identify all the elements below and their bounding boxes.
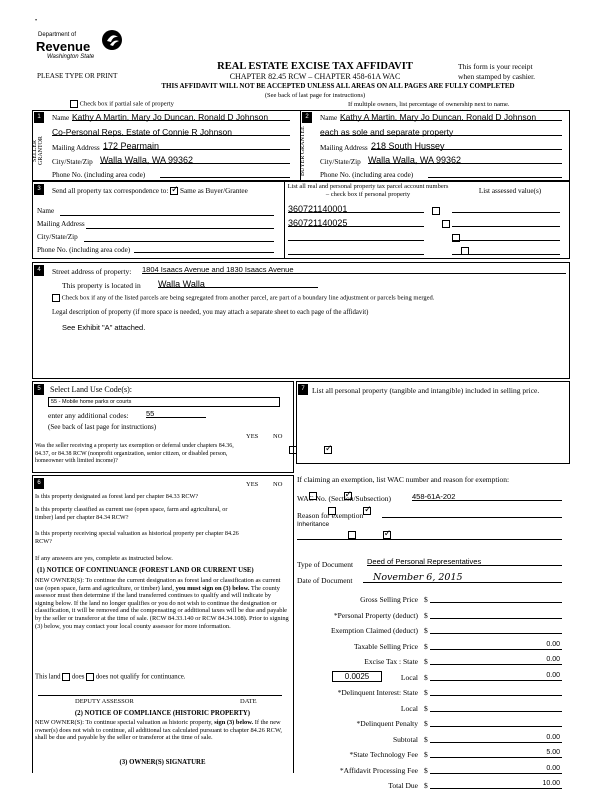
street-field[interactable]: 1804 Isaacs Avenue and 1830 Isaacs Avenue [142, 265, 566, 274]
deputy-label: DEPUTY ASSESSOR [75, 698, 134, 705]
please-type: PLEASE TYPE OR PRINT [37, 72, 118, 80]
tax-row-label: *Personal Property (deduct) [333, 610, 418, 620]
tax-row-label: Excise Tax : State [364, 657, 418, 666]
s3-city-label: City/State/Zip [37, 233, 78, 241]
tax-row [296, 748, 566, 760]
state-line: Washington State [47, 54, 95, 60]
seller-name-field[interactable]: Kathy A Martin, Mary Jo Duncan, Ronald D Johnson [72, 112, 290, 121]
tax-row-amount[interactable]: 0.00 [430, 765, 562, 774]
section-7-number: 7 [298, 384, 308, 395]
section-3-number: 3 [34, 184, 44, 195]
street-label: Street address of property: [52, 267, 132, 276]
tick-mark: • [35, 18, 38, 24]
dollar-sign: $ [424, 734, 428, 744]
reason-line-1[interactable] [382, 509, 562, 518]
s6-yes-header: YES [246, 481, 259, 488]
doc-date-field[interactable]: November 6, 2015 [363, 572, 562, 583]
form-subtitle: CHAPTER 82.45 RCW – CHAPTER 458-61A WAC [229, 72, 401, 81]
tax-row-amount[interactable] [430, 610, 562, 619]
logo-word: Revenue [36, 39, 91, 54]
s6-no-header: NO [273, 481, 283, 488]
exemption-label: If claiming an exemption, list WAC number and reason for exemption: [297, 475, 510, 484]
seller-name-line2[interactable]: Co-Personal Reps. Estate of Connie R Johnson [52, 127, 290, 136]
tax-row-amount[interactable]: 0.00 [430, 641, 562, 650]
section-1-number: 1 [34, 112, 44, 123]
land-use-select[interactable]: 55 - Mobile home parks or courts [48, 397, 280, 407]
tax-row-label: Gross Selling Price [360, 595, 418, 604]
tax-row [296, 702, 566, 714]
send-correspondence-label: Send all property tax correspondence to: [52, 187, 169, 195]
s3-phone-label: Phone No. (including area code) [37, 246, 131, 254]
assessed-4[interactable] [452, 246, 560, 255]
s5-question: Was the seller receiving a property tax exemption or deferral under chapters 84.36, 84.37, or 84.38 RCW (nonprofit organization, senior citizen, or disabled person, homeowner with limited income)? [35, 443, 234, 464]
s3-city-field[interactable] [84, 233, 274, 242]
personal-property-text: List all personal property (tangible and intangible) included in selling price. [312, 386, 540, 395]
exhibit-text: See Exhibit "A" attached. [62, 323, 146, 332]
tax-row [296, 655, 566, 667]
dollar-sign: $ [424, 641, 428, 651]
notice1-title: (1) NOTICE OF CONTINUANCE (FOREST LAND OR CURRENT USE) [37, 567, 254, 574]
parcel-3[interactable] [288, 232, 424, 241]
section-5-number: 5 [34, 384, 44, 395]
tax-row-label: Local [400, 703, 418, 713]
doc-type-field[interactable]: Deed of Personal Representatives [367, 557, 562, 566]
s6-q2: Is this property classified as current use (open space, farm and agricultural, or timber) land per chapter 84.34 RCW? [35, 506, 228, 521]
same-as-buyer-checkbox[interactable] [170, 187, 178, 195]
multiple-owners-note: If multiple owners, list percentage of ownership next to name. [348, 101, 510, 108]
tax-row-amount[interactable]: 10.00 [430, 780, 562, 789]
send-correspondence-row [52, 187, 248, 195]
notice2-text-b: sign (3) below. [214, 719, 254, 726]
tax-row-amount[interactable] [430, 625, 562, 634]
segregated-row [52, 294, 434, 302]
wac-label: WAC No. (Section/Subsection) [297, 494, 391, 503]
dept-line: Department of [38, 32, 77, 38]
dollar-sign: $ [424, 626, 428, 635]
form-warning: THIS AFFIDAVIT WILL NOT BE ACCEPTED UNLESS ALL AREAS ON ALL PAGES ARE FULLY COMPLETED [161, 82, 515, 90]
section-6-number: 6 [34, 478, 44, 489]
notice2-text-a: NEW OWNER(S): To continue special valuation as historic property, [35, 719, 213, 726]
buyer-name-label: Name [320, 114, 338, 122]
does-checkbox[interactable] [62, 673, 70, 681]
s3-name-field[interactable] [60, 207, 274, 216]
s5-no-header: NO [273, 433, 283, 440]
tax-row-amount[interactable]: 0.00 [430, 656, 562, 665]
s5-yes-header: YES [246, 433, 259, 440]
receipt-note-2: when stamped by cashier. [458, 72, 536, 81]
partial-sale-row [70, 100, 174, 108]
reason-label: Reason for exemption [297, 511, 364, 520]
s5-see-back: (See back of last page for instructions) [48, 423, 157, 431]
seller-mailing-field[interactable]: 172 Pearmain [103, 141, 290, 150]
dollar-sign: $ [424, 703, 428, 713]
section-3-divider [284, 181, 285, 259]
notice2-body [35, 719, 290, 742]
see-back-top: (See back of last page for instructions) [264, 92, 366, 99]
s6-q2-no-checkbox[interactable] [363, 507, 371, 515]
tax-row [296, 717, 566, 729]
s6-q1: Is this property designated as forest land per chapter 84.33 RCW? [35, 493, 199, 500]
parcel-header: List all real and personal property tax parcel account numbers – check box if personal property [287, 183, 449, 198]
assessed-2[interactable] [452, 218, 560, 227]
tax-row [296, 686, 566, 698]
deputy-date-label: DATE [240, 698, 257, 705]
additional-codes-field[interactable]: 55 [146, 409, 206, 418]
segregated-checkbox[interactable] [52, 294, 60, 302]
buyer-mailing-label: Mailing Address [320, 144, 368, 152]
assessed-3[interactable] [452, 232, 560, 241]
form-title: REAL ESTATE EXCISE TAX AFFIDAVIT [217, 61, 413, 72]
doc-date-label: Date of Document [297, 576, 353, 585]
assessed-header: List assessed value(s) [478, 187, 542, 195]
notice1-text-a: NEW OWNER(S): To continue the current designation as forest land or classification as current use (open space, farm and agriculture, or timber) land, [35, 577, 281, 592]
dollar-sign: $ [424, 610, 428, 620]
parcel-1-personal-checkbox[interactable] [432, 207, 440, 215]
notice2-title: (2) NOTICE OF COMPLIANCE (HISTORIC PROPERTY) [74, 710, 251, 717]
located-label: This property is located in [62, 281, 141, 290]
buyer-mailing-field[interactable]: 218 South Hussey [371, 141, 562, 150]
partial-sale-label: Check box if partial sale of property [79, 100, 174, 108]
same-as-buyer-label: Same as Buyer/Grantee [179, 187, 248, 195]
s3-mailing-field[interactable] [86, 220, 274, 229]
s3-mailing-label: Mailing Address [37, 220, 85, 228]
land-use-label: Select Land Use Code(s): [50, 385, 132, 394]
s3-name-label: Name [37, 207, 55, 215]
tax-row-label: *State Technology Fee [349, 750, 418, 759]
dollar-sign: $ [424, 750, 428, 759]
seller-city-field[interactable]: Walla Walla, WA 99362 [100, 155, 290, 164]
s6-q3: Is this property receiving special valuation as historical property per chapter 84.26 RCW? [35, 530, 239, 545]
segregated-label: Check box if any of the listed parcels are being segregated from another parcel, are part of a boundary line adjustment or parcels being merged. [61, 294, 435, 302]
tax-row [296, 624, 566, 636]
tax-row-label: *Delinquent Interest: State [337, 688, 418, 697]
dollar-sign: $ [424, 719, 428, 728]
notice1-body [35, 577, 290, 630]
notice1-text-c: The county assessor must then determine if the land transferred continues to qualify and will indicate by signing below. If the land no longer qualifies or you do not wish to continue the designation or classification, it will be removed and the compensating or additional taxes will be due and payable by the seller or transferor at the time of sale. (RCW 84.33.140 or RCW 84.34.108). Prior to signing (3) below, you may contact your local county assessor for more information. [35, 584, 289, 630]
receipt-note-1: This form is your receipt [458, 62, 533, 71]
buyer-city-field[interactable]: Walla Walla, WA 99362 [368, 155, 562, 164]
tax-row-amount[interactable]: 5.00 [430, 749, 562, 758]
doc-type-label: Type of Document [297, 560, 354, 569]
tax-row [296, 593, 566, 605]
seller-phone-label: Phone No. (including area code) [52, 171, 146, 179]
tax-row-label: Exemption Claimed (deduct) [330, 626, 418, 635]
qualify-label: qualify for continuance. [120, 673, 186, 681]
partial-sale-checkbox[interactable] [70, 100, 78, 108]
seller-mailing-label: Mailing Address [52, 144, 100, 152]
deputy-signature-line[interactable] [38, 695, 282, 696]
does-not-label: does not [95, 673, 119, 681]
tax-row-label: Total Due [388, 781, 418, 790]
local-rate-field[interactable]: 0.0025 [332, 671, 382, 682]
parcel-2-personal-checkbox[interactable] [442, 220, 450, 228]
buyer-name-line2[interactable]: each as sole and separate property [320, 127, 562, 136]
assessed-1[interactable] [452, 204, 560, 213]
wac-field[interactable]: 458-61A-202 [412, 492, 562, 501]
legal-label: Legal description of property (if more space is needed, you may attach a separate sheet to each page of the affidavit) [52, 309, 369, 316]
parcel-4[interactable] [288, 246, 424, 255]
tax-row [296, 779, 566, 791]
tax-row-label: *Delinquent Penalty [356, 719, 418, 728]
tax-row-amount[interactable] [430, 703, 562, 712]
tax-row [296, 764, 566, 776]
tax-row-label: Subtotal [392, 734, 418, 744]
additional-codes-label: enter any additional codes: [48, 411, 129, 420]
tax-row-label: *Affidavit Processing Fee [339, 765, 418, 775]
reason-text[interactable]: Inheritance [297, 521, 330, 528]
does-not-checkbox[interactable] [86, 673, 94, 681]
tax-row [296, 609, 566, 621]
dor-logo-icon [101, 29, 123, 51]
section-2-number: 2 [302, 112, 312, 123]
notice1-text-b: you must sign on (3) below. [175, 584, 250, 592]
buyer-name-field[interactable]: Kathy A Martin, Mary Jo Duncan, Ronald D Johnson [340, 112, 562, 121]
section-4-number: 4 [34, 265, 44, 276]
parcel-2[interactable]: 360721140025 [288, 218, 424, 227]
signature-title: (3) OWNER(S) SIGNATURE [119, 759, 206, 766]
does-label: does [71, 673, 85, 681]
tax-row-label: Local [400, 672, 418, 682]
dollar-sign: $ [424, 595, 428, 604]
tax-row-label: Taxable Selling Price [353, 641, 418, 651]
tax-row [296, 640, 566, 652]
seller-city-label: City/State/Zip [52, 158, 93, 166]
tax-row [296, 671, 566, 683]
reason-line-2[interactable] [297, 531, 562, 540]
tax-row-amount[interactable]: 0.00 [430, 734, 562, 743]
dollar-sign: $ [424, 781, 428, 790]
tax-row-amount[interactable] [430, 594, 562, 603]
dollar-sign: $ [424, 672, 428, 682]
s6-if-yes: If any answers are yes, complete as instructed below. [35, 555, 173, 562]
dollar-sign: $ [424, 657, 428, 666]
notice2-text-c: If the new owner(s) does not wish to continue, all additional tax calculated pursuant to chapter 84.26 RCW, shall be due and payable by the seller or transferor at the time of sale. [35, 719, 282, 742]
seller-name-label: Name [52, 114, 70, 122]
seller-side-label: SELLER GRANTOR [32, 136, 44, 166]
s3-phone-field[interactable] [134, 245, 274, 253]
buyer-side-label: BUYER GRANTEE [300, 126, 306, 176]
tax-row-amount[interactable]: 0.00 [430, 672, 562, 681]
tax-row-amount[interactable] [430, 687, 562, 696]
land-does-label: This land [35, 673, 61, 681]
buyer-phone-label: Phone No. (including area code) [320, 171, 414, 179]
dollar-sign: $ [424, 765, 428, 775]
seller-phone-field[interactable] [160, 170, 290, 178]
located-field[interactable]: Walla Walla [158, 279, 318, 288]
buyer-phone-field[interactable] [428, 170, 562, 178]
dollar-sign: $ [424, 688, 428, 697]
buyer-city-label: City/State/Zip [320, 158, 361, 166]
parcel-1[interactable]: 360721140001 [288, 204, 424, 213]
tax-row-amount[interactable] [430, 718, 562, 727]
continuance-row [35, 673, 185, 681]
tax-row [296, 733, 566, 745]
